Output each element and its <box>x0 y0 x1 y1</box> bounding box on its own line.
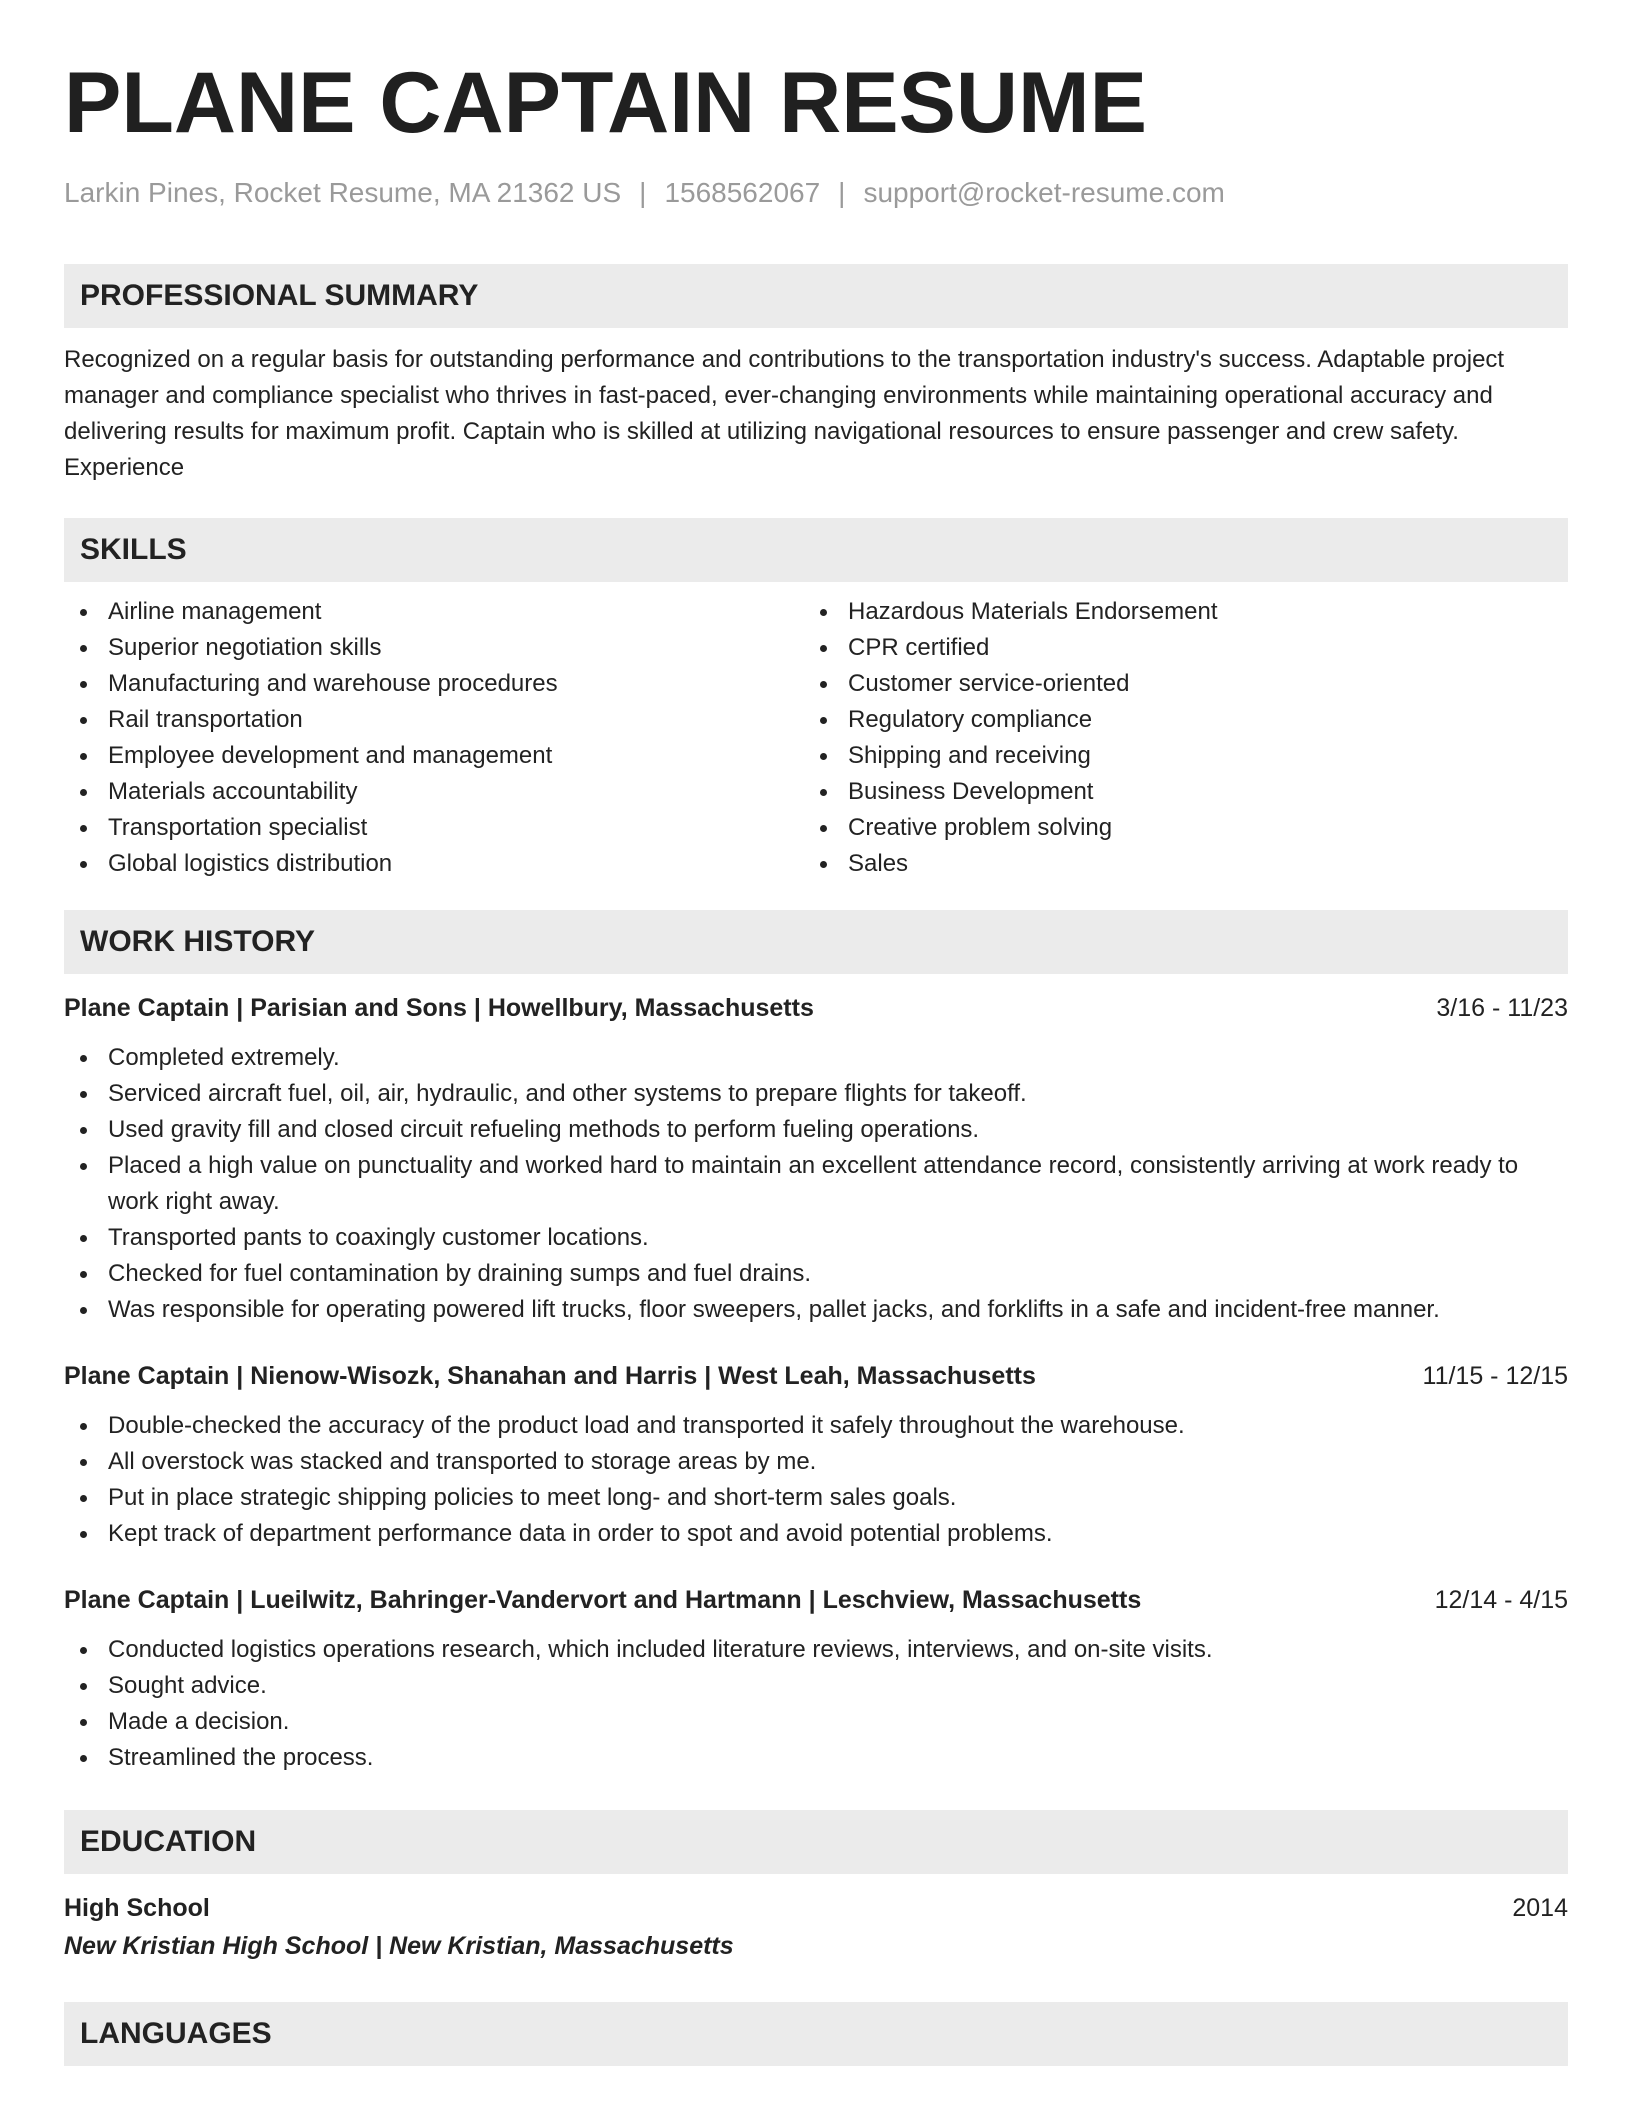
contact-line <box>64 176 1568 210</box>
education-header <box>64 1890 1568 1926</box>
job-header <box>64 1582 1568 1618</box>
education-year: 2014 <box>1512 1893 1568 1922</box>
section-header-languages: LANGUAGES <box>64 2002 1568 2066</box>
skill-item: Rail transportation <box>64 702 804 738</box>
job-bullet: Used gravity fill and closed circuit refueling methods to perform fueling operations. <box>64 1112 1568 1148</box>
section-header-education: EDUCATION <box>64 1810 1568 1874</box>
education-degree: High School <box>64 1893 210 1922</box>
education-entry <box>64 1890 1568 1966</box>
skill-item: CPR certified <box>804 630 1504 666</box>
job-entry <box>64 1582 1568 1776</box>
job-bullet: Transported pants to coaxingly customer locations. <box>64 1220 1568 1256</box>
job-entry <box>64 990 1568 1328</box>
job-bullet: All overstock was stacked and transported to storage areas by me. <box>64 1444 1568 1480</box>
job-bullet: Was responsible for operating powered lift trucks, floor sweepers, pallet jacks, and forklifts in a safe and incident-free manner. <box>64 1292 1568 1328</box>
job-bullet: Put in place strategic shipping policies to meet long- and short-term sales goals. <box>64 1480 1568 1516</box>
skill-item: Airline management <box>64 594 804 630</box>
job-bullet: Streamlined the process. <box>64 1740 1568 1776</box>
section-header-work-history: WORK HISTORY <box>64 910 1568 974</box>
job-bullet: Serviced aircraft fuel, oil, air, hydraulic, and other systems to prepare flights for takeoff. <box>64 1076 1568 1112</box>
job-bullets <box>64 1408 1568 1552</box>
skill-item: Creative problem solving <box>804 810 1504 846</box>
contact-phone: 1568562067 <box>664 177 821 208</box>
skill-item: Business Development <box>804 774 1504 810</box>
job-dates: 3/16 - 11/23 <box>1436 993 1568 1022</box>
summary-text: Recognized on a regular basis for outstanding performance and contributions to the transportation industry's success. Adaptable project manager and compliance specialist who thrives in fast-paced, ever-changing environments while maintaining operational accuracy and delivering results for maximum profit. Captain who is skilled at utilizing navigational resources to ensure passenger and crew safety. Experience <box>64 345 1505 481</box>
contact-address: Larkin Pines, Rocket Resume, MA 21362 US <box>64 177 622 208</box>
contact-separator: | <box>639 177 647 208</box>
job-title: Plane Captain | Lueilwitz, Bahringer-Vandervort and Hartmann | Leschview, Massachusetts <box>64 1585 1142 1614</box>
skills-column-left <box>64 594 804 882</box>
job-bullet: Made a decision. <box>64 1704 1568 1740</box>
skills-column-right <box>804 594 1504 882</box>
job-title: Plane Captain | Parisian and Sons | Howellbury, Massachusetts <box>64 993 814 1022</box>
skill-item: Regulatory compliance <box>804 702 1504 738</box>
job-bullet: Checked for fuel contamination by draining sumps and fuel drains. <box>64 1256 1568 1292</box>
job-bullets <box>64 1040 1568 1328</box>
skill-item: Hazardous Materials Endorsement <box>804 594 1504 630</box>
job-header <box>64 1358 1568 1394</box>
job-bullet: Conducted logistics operations research, which included literature reviews, interviews, and on-site visits. <box>64 1632 1568 1668</box>
skill-item: Manufacturing and warehouse procedures <box>64 666 804 702</box>
resume-title: PLANE CAPTAIN RESUME <box>64 55 1148 151</box>
skill-item: Sales <box>804 846 1504 882</box>
skills-list <box>64 594 1568 882</box>
job-header <box>64 990 1568 1026</box>
skill-item: Customer service-oriented <box>804 666 1504 702</box>
contact-email: support@rocket-resume.com <box>863 177 1225 208</box>
job-bullet: Placed a high value on punctuality and worked hard to maintain an excellent attendance record, consistently arriving at work ready to work right away. <box>64 1148 1568 1220</box>
section-header-summary: PROFESSIONAL SUMMARY <box>64 264 1568 328</box>
contact-separator: | <box>838 177 846 208</box>
skill-item: Global logistics distribution <box>64 846 804 882</box>
job-bullet: Kept track of department performance data in order to spot and avoid potential problems. <box>64 1516 1568 1552</box>
job-dates: 12/14 - 4/15 <box>1434 1585 1568 1614</box>
job-title: Plane Captain | Nienow-Wisozk, Shanahan and Harris | West Leah, Massachusetts <box>64 1361 1036 1390</box>
job-bullet: Sought advice. <box>64 1668 1568 1704</box>
section-header-skills: SKILLS <box>64 518 1568 582</box>
job-dates: 11/15 - 12/15 <box>1422 1361 1568 1390</box>
skill-item: Superior negotiation skills <box>64 630 804 666</box>
job-entry <box>64 1358 1568 1552</box>
skill-item: Employee development and management <box>64 738 804 774</box>
job-bullet: Completed extremely. <box>64 1040 1568 1076</box>
education-school: New Kristian High School | New Kristian, Massachusetts <box>64 1931 734 1960</box>
skill-item: Shipping and receiving <box>804 738 1504 774</box>
job-bullets <box>64 1632 1568 1776</box>
job-bullet: Double-checked the accuracy of the product load and transported it safely throughout the warehouse. <box>64 1408 1568 1444</box>
skill-item: Materials accountability <box>64 774 804 810</box>
skill-item: Transportation specialist <box>64 810 804 846</box>
